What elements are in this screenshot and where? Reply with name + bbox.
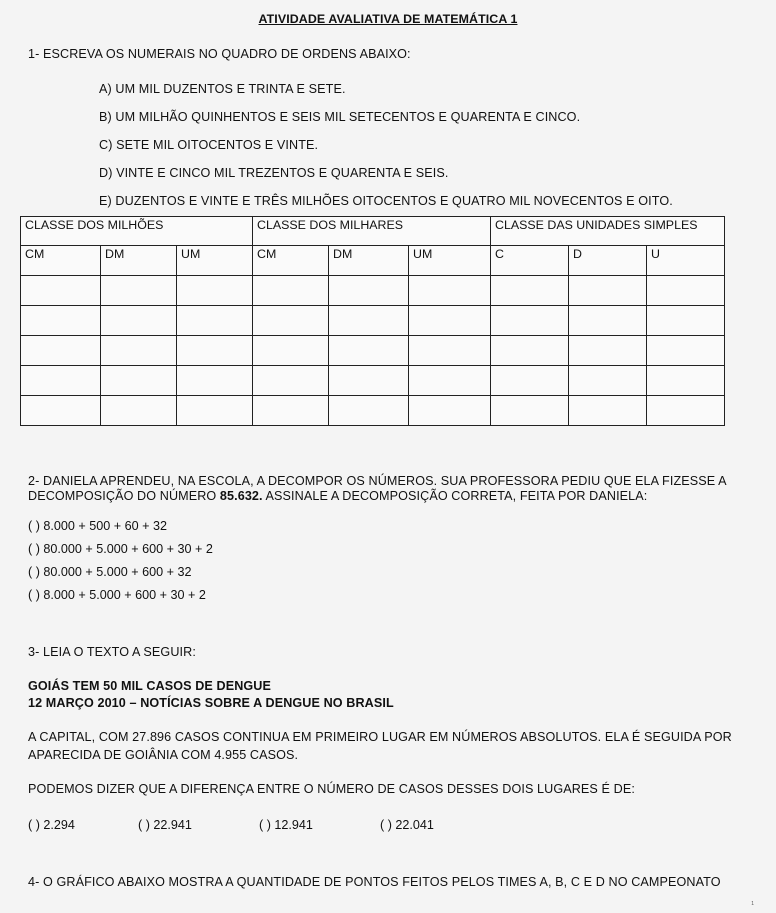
page-number: 1: [751, 901, 754, 907]
q3-option-1[interactable]: ( ) 2.294: [28, 818, 75, 832]
answer-cell[interactable]: [491, 366, 569, 396]
answer-row: [21, 306, 725, 336]
answer-cell[interactable]: [569, 366, 647, 396]
answer-cell[interactable]: [177, 336, 253, 366]
answer-cell[interactable]: [329, 276, 409, 306]
q3-prompt: 3- LEIA O TEXTO A SEGUIR:: [28, 645, 196, 659]
q3-option-2[interactable]: ( ) 22.941: [138, 818, 192, 832]
answer-cell[interactable]: [569, 276, 647, 306]
answer-cell[interactable]: [409, 336, 491, 366]
answer-row: [21, 336, 725, 366]
q2-prompt-post: ASSINALE A DECOMPOSIÇÃO CORRETA, FEITA POR DANIELA:: [262, 489, 648, 503]
answer-cell[interactable]: [409, 276, 491, 306]
order-cm-millions: CM: [21, 246, 101, 276]
order-dm-thousands: DM: [329, 246, 409, 276]
q2-option-1[interactable]: ( ) 8.000 + 500 + 60 + 32: [28, 519, 167, 533]
answer-cell[interactable]: [329, 366, 409, 396]
q1-item-c: C) SETE MIL OITOCENTOS E VINTE.: [99, 138, 319, 152]
q3-question: PODEMOS DIZER QUE A DIFERENÇA ENTRE O NÚMERO DE CASOS DESSES DOIS LUGARES É DE:: [28, 782, 635, 796]
answer-cell[interactable]: [101, 306, 177, 336]
answer-cell[interactable]: [409, 396, 491, 426]
q3-text-line2: APARECIDA DE GOIÂNIA COM 4.955 CASOS.: [28, 748, 299, 762]
q3-option-3[interactable]: ( ) 12.941: [259, 818, 313, 832]
answer-cell[interactable]: [177, 306, 253, 336]
answer-cell[interactable]: [409, 306, 491, 336]
q1-item-b: B) UM MILHÃO QUINHENTOS E SEIS MIL SETECENTOS E QUARENTA E CINCO.: [99, 110, 581, 124]
answer-cell[interactable]: [21, 336, 101, 366]
order-um-millions: UM: [177, 246, 253, 276]
q1-prompt: 1- ESCREVA OS NUMERAIS NO QUADRO DE ORDENS ABAIXO:: [28, 47, 411, 61]
answer-cell[interactable]: [569, 306, 647, 336]
answer-cell[interactable]: [101, 396, 177, 426]
answer-cell[interactable]: [177, 366, 253, 396]
class-millions-header: CLASSE DOS MILHÕES: [21, 217, 253, 246]
answer-row: [21, 366, 725, 396]
answer-cell[interactable]: [21, 306, 101, 336]
q3-headline: GOIÁS TEM 50 MIL CASOS DE DENGUE: [28, 679, 271, 693]
orders-table: [20, 216, 725, 426]
answer-cell[interactable]: [253, 276, 329, 306]
q2-prompt-line2: [28, 489, 647, 503]
answer-cell[interactable]: [101, 276, 177, 306]
q2-option-3[interactable]: ( ) 80.000 + 5.000 + 600 + 32: [28, 565, 192, 579]
order-c-units: C: [491, 246, 569, 276]
answer-cell[interactable]: [491, 396, 569, 426]
q1-item-d: D) VINTE E CINCO MIL TREZENTOS E QUARENTA E SEIS.: [99, 166, 449, 180]
answer-cell[interactable]: [409, 366, 491, 396]
q2-option-4[interactable]: ( ) 8.000 + 5.000 + 600 + 30 + 2: [28, 588, 206, 602]
answer-cell[interactable]: [177, 396, 253, 426]
answer-cell[interactable]: [491, 276, 569, 306]
q4-prompt: 4- O GRÁFICO ABAIXO MOSTRA A QUANTIDADE DE PONTOS FEITOS PELOS TIMES A, B, C E D NO CAMPEONATO: [28, 875, 721, 889]
answer-cell[interactable]: [101, 336, 177, 366]
answer-cell[interactable]: [491, 336, 569, 366]
table-class-row: [21, 217, 725, 246]
answer-cell[interactable]: [491, 306, 569, 336]
q2-prompt-pre: DECOMPOSIÇÃO DO NÚMERO: [28, 489, 220, 503]
q3-option-4[interactable]: ( ) 22.041: [380, 818, 434, 832]
q2-prompt-line1: 2- DANIELA APRENDEU, NA ESCOLA, A DECOMPOR OS NÚMEROS. SUA PROFESSORA PEDIU QUE ELA FIZESSE A: [28, 474, 727, 488]
order-dm-millions: DM: [101, 246, 177, 276]
q3-subheadline: 12 MARÇO 2010 – NOTÍCIAS SOBRE A DENGUE NO BRASIL: [28, 696, 394, 710]
order-um-thousands: UM: [409, 246, 491, 276]
answer-cell[interactable]: [177, 276, 253, 306]
answer-cell[interactable]: [21, 396, 101, 426]
table-order-row: [21, 246, 725, 276]
answer-cell[interactable]: [329, 336, 409, 366]
answer-cell[interactable]: [101, 366, 177, 396]
class-units-header: CLASSE DAS UNIDADES SIMPLES: [491, 217, 725, 246]
answer-cell[interactable]: [253, 396, 329, 426]
q2-target-number: 85.632.: [219, 489, 263, 503]
answer-cell[interactable]: [253, 306, 329, 336]
q2-option-2[interactable]: ( ) 80.000 + 5.000 + 600 + 30 + 2: [28, 542, 213, 556]
answer-cell[interactable]: [569, 336, 647, 366]
answer-cell[interactable]: [647, 336, 725, 366]
answer-cell[interactable]: [647, 396, 725, 426]
answer-row: [21, 276, 725, 306]
order-d-units: D: [569, 246, 647, 276]
answer-cell[interactable]: [647, 276, 725, 306]
order-cm-thousands: CM: [253, 246, 329, 276]
answer-cell[interactable]: [647, 366, 725, 396]
answer-cell[interactable]: [21, 366, 101, 396]
answer-cell[interactable]: [569, 396, 647, 426]
q1-item-a: A) UM MIL DUZENTOS E TRINTA E SETE.: [99, 82, 346, 96]
page-title: ATIVIDADE AVALIATIVA DE MATEMÁTICA 1: [258, 12, 518, 26]
answer-cell[interactable]: [21, 276, 101, 306]
order-u-units: U: [647, 246, 725, 276]
class-thousands-header: CLASSE DOS MILHARES: [253, 217, 491, 246]
answer-cell[interactable]: [329, 396, 409, 426]
answer-cell[interactable]: [329, 306, 409, 336]
answer-cell[interactable]: [647, 306, 725, 336]
q3-text-line1: A CAPITAL, COM 27.896 CASOS CONTINUA EM PRIMEIRO LUGAR EM NÚMEROS ABSOLUTOS. ELA É SEGUIDA POR: [28, 730, 732, 744]
answer-cell[interactable]: [253, 366, 329, 396]
answer-cell[interactable]: [253, 336, 329, 366]
q1-item-e: E) DUZENTOS E VINTE E TRÊS MILHÕES OITOCENTOS E QUATRO MIL NOVECENTOS E OITO.: [99, 194, 673, 208]
answer-row: [21, 396, 725, 426]
